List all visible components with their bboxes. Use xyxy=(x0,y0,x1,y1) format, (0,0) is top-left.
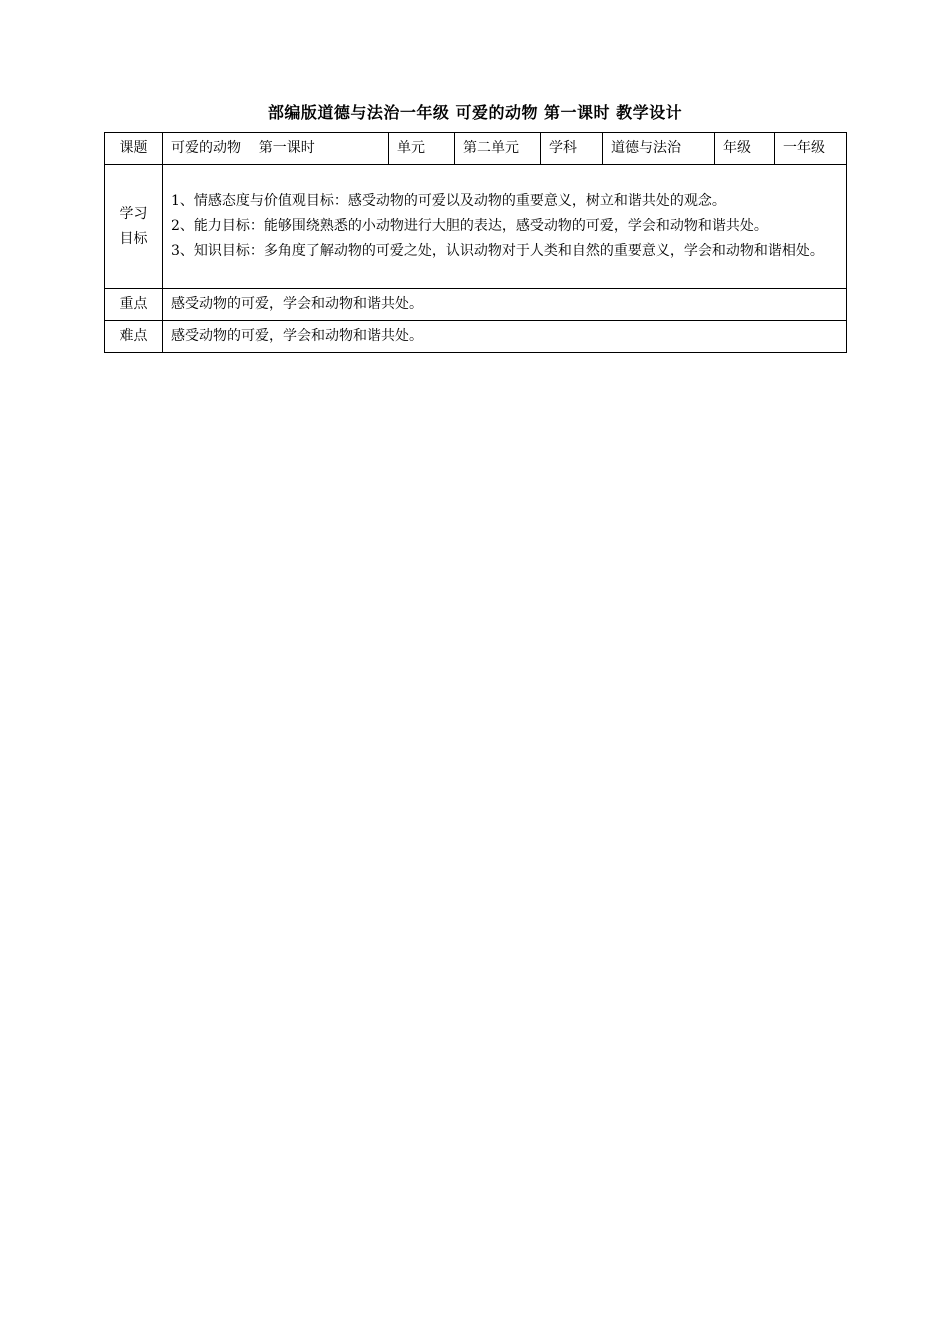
subject-label: 学科 xyxy=(541,133,603,165)
goal-item-knowledge: 3、知识目标：多角度了解动物的可爱之处，认识动物对于人类和自然的重要意义，学会和动物和谐相处。 xyxy=(171,243,824,259)
grade-label: 年级 xyxy=(715,133,775,165)
grade-value: 一年级 xyxy=(775,133,847,165)
goal-item-emotion: 1、情感态度与价值观目标：感受动物的可爱以及动物的重要意义，树立和谐共处的观念。 xyxy=(171,193,726,209)
unit-value: 第二单元 xyxy=(455,133,541,165)
key-point-label: 重点 xyxy=(105,289,163,321)
difficulty-label: 难点 xyxy=(105,321,163,353)
lesson-plan-table xyxy=(104,132,847,353)
topic-value: 可爱的动物 第一课时 xyxy=(163,133,389,165)
goals-content xyxy=(163,165,847,289)
goal-item-ability: 2、能力目标：能够围绕熟悉的小动物进行大胆的表达，感受动物的可爱，学会和动物和谐共处。 xyxy=(171,218,768,234)
document-title: 部编版道德与法治一年级 可爱的动物 第一课时 教学设计 xyxy=(267,103,683,122)
unit-label: 单元 xyxy=(389,133,455,165)
goals-label-line2: 目标 xyxy=(119,230,148,247)
table-row-header xyxy=(105,133,847,165)
key-point-value: 感受动物的可爱，学会和动物和谐共处。 xyxy=(163,289,847,321)
table-row-goals xyxy=(105,165,847,289)
topic-label: 课题 xyxy=(105,133,163,165)
difficulty-value: 感受动物的可爱，学会和动物和谐共处。 xyxy=(163,321,847,353)
subject-value: 道德与法治 xyxy=(603,133,715,165)
table-row-difficulty xyxy=(105,321,847,353)
goals-label-line1: 学习 xyxy=(119,205,148,222)
goals-label xyxy=(105,165,163,289)
table-row-key-point xyxy=(105,289,847,321)
